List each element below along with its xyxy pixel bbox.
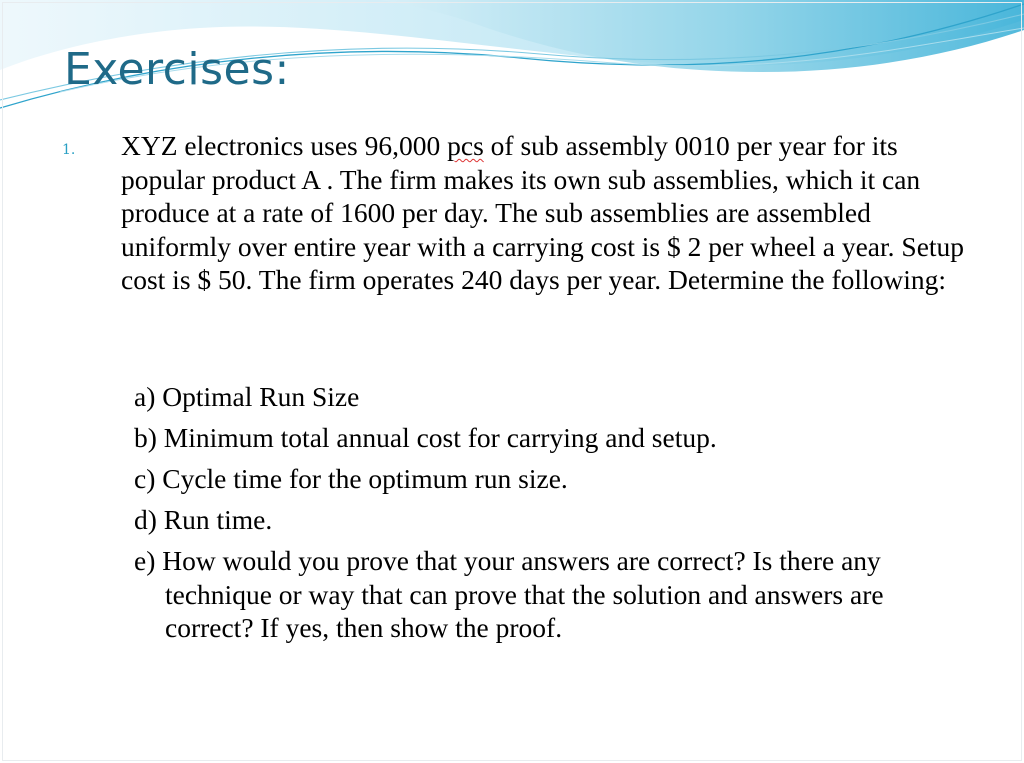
list-item-number: 1. <box>62 142 76 158</box>
problem-text-part-1: XYZ electronics uses 96,000 <box>121 130 448 161</box>
question-item-a: a) Optimal Run Size <box>134 381 360 412</box>
question-item-e: e) How would you prove that your answers are correct? Is there any technique or way that can prove that the solution and answers are correct? If yes, then show the proof. <box>134 545 884 643</box>
problem-text-part-2: of sub assembly 0010 per year for its popular product A . The firm makes its own sub assemblies, which it can produce at a rate of 1600 per day. The sub assemblies are assembled uniformly over entire year with a carrying cost is $ 2 per wheel a year. Setup cost is $ 50. The firm operates 240 days per year. Determine the following: <box>121 130 965 295</box>
slide-title: Exercises: <box>64 44 290 95</box>
problem-statement <box>121 129 971 297</box>
question-item-b: b) Minimum total annual cost for carrying and setup. <box>134 422 717 453</box>
spellcheck-word: pcs <box>447 130 484 161</box>
question-item-d: d) Run time. <box>134 504 273 535</box>
question-item-c: c) Cycle time for the optimum run size. <box>134 463 568 494</box>
question-list <box>134 380 964 652</box>
